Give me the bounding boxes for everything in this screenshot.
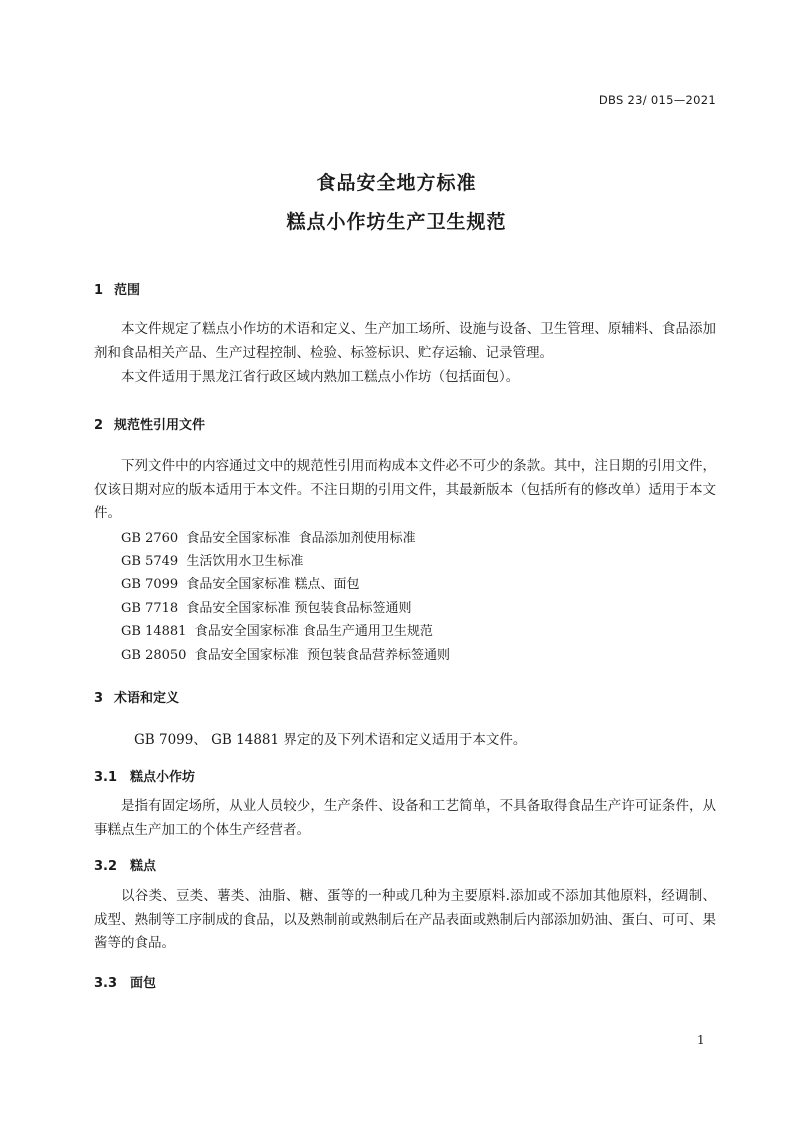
section-title: 规范性引用文件	[114, 418, 206, 433]
subsection-3-1-paragraph: 是指有固定场所，从业人员较少，生产条件、设备和工艺简单，不具备取得食品生产许可证条件，从事糕点生产加工的个体生产经营者。	[94, 798, 716, 838]
title-line-1: 食品安全地方标准	[316, 172, 477, 194]
section-1-heading	[94, 279, 140, 298]
subsection-3-2-paragraph: 以谷类、豆类、薯类、油脂、糖、蛋等的一种或几种为主要原料.添加或不添加其他原料，经调制、成型、熟制等工序制成的食品，以及熟制前或熟制后在产品表面或熟制后内部添加奶油、蛋白、可可、果酱等的食品。	[94, 888, 716, 951]
subsection-3-1-heading	[94, 766, 195, 785]
page-number: 1	[697, 1033, 705, 1047]
section-1-paragraph-1: 本文件规定了糕点小作坊的术语和定义、生产加工场所、设施与设备、卫生管理、原辅料、食品添加剂和食品相关产品、生产过程控制、检验、标签标识、贮存运输、记录管理。	[94, 321, 716, 361]
reference-item: GB 28050 食品安全国家标准 预包装食品营养标签通则	[121, 648, 450, 663]
subsection-title: 糕点	[130, 859, 157, 874]
subsection-title: 面包	[130, 976, 157, 991]
section-number: 1	[94, 283, 104, 298]
title-line-2: 糕点小作坊生产卫生规范	[286, 211, 507, 233]
reference-item: GB 2760 食品安全国家标准 食品添加剂使用标准	[121, 531, 416, 546]
reference-item: GB 7718 食品安全国家标准 预包装食品标签通则	[121, 601, 412, 616]
subsection-number: 3.3	[94, 976, 118, 991]
subsection-3-3-heading	[94, 972, 156, 991]
section-number: 2	[94, 418, 104, 433]
section-3-heading	[94, 687, 179, 706]
section-1-paragraph-2: 本文件适用于黑龙江省行政区域内熟加工糕点小作坊（包括面包）。	[121, 369, 520, 385]
doc-number: DBS 23/ 015—2021	[598, 93, 716, 107]
section-title: 术语和定义	[114, 691, 180, 706]
reference-item: GB 14881 食品安全国家标准 食品生产通用卫生规范	[121, 624, 433, 639]
reference-item: GB 5749 生活饮用水卫生标准	[121, 554, 304, 569]
section-3-paragraph: GB 7099、 GB 14881 界定的及下列术语和定义适用于本文件。	[134, 732, 527, 748]
subsection-title: 糕点小作坊	[130, 770, 196, 785]
subsection-3-2-heading	[94, 855, 156, 874]
section-title: 范围	[114, 283, 141, 298]
subsection-number: 3.1	[94, 770, 118, 785]
subsection-number: 3.2	[94, 859, 118, 874]
reference-item: GB 7099 食品安全国家标准 糕点、面包	[121, 577, 360, 592]
section-2-paragraph: 下列文件中的内容通过文中的规范性引用而构成本文件必不可少的条款。其中，注日期的引用文件，仅该日期对应的版本适用于本文件。不注日期的引用文件，其最新版本（包括所有的修改单）适用于本文件。	[94, 458, 716, 521]
section-number: 3	[94, 691, 104, 706]
section-2-heading	[94, 414, 205, 433]
